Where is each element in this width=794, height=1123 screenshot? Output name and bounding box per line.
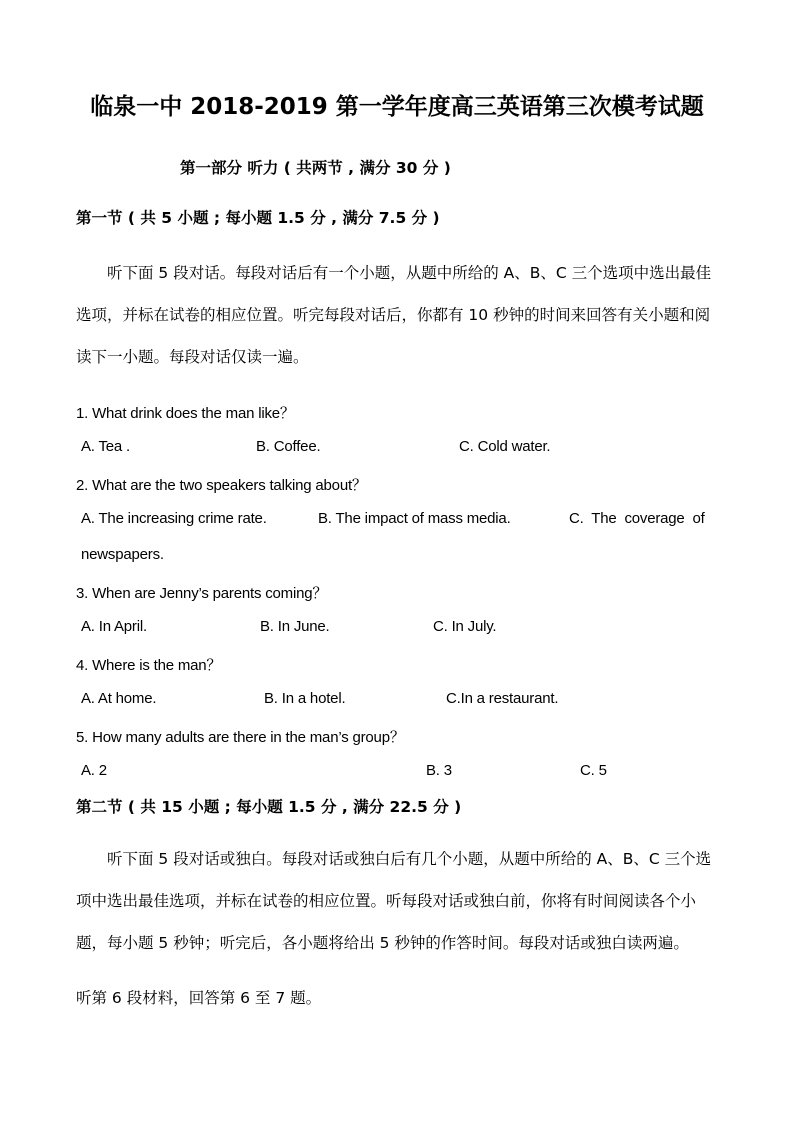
section2-instructions [76, 838, 724, 964]
question-5-option-c: C. 5 [580, 762, 607, 779]
question-1-stem: 1. What drink does the man like？ [76, 405, 295, 422]
question-4-option-a: A. At home. [81, 690, 157, 707]
question-3-option-b: B. In June. [260, 618, 330, 635]
section2-heading: 第二节 ( 共 15 小题 ; 每小题 1.5 分 , 满分 22.5 分 ) [76, 798, 462, 816]
question-3-option-a: A. In April. [81, 618, 147, 635]
question-2-stem: 2. What are the two speakers talking about？ [76, 477, 367, 494]
question-2-option-c: C. The coverage of [569, 510, 705, 527]
question-2-option-b: B. The impact of mass media. [318, 510, 511, 527]
question-1-option-a: A. Tea . [81, 438, 130, 455]
question-3-stem: 3. When are Jenny’s parents coming？ [76, 585, 328, 602]
question-2-option-c-continuation: newspapers. [81, 546, 164, 563]
section1-instructions [76, 252, 724, 378]
question-5-stem: 5. How many adults are there in the man’s group？ [76, 729, 405, 746]
section2-note: 听第 6 段材料，回答第 6 至 7 题。 [76, 989, 322, 1007]
section1-instructions-text: 听下面 5 段对话。每段对话后有一个小题，从题中所给的 A、B、C 三个选项中选出最佳选项，并标在试卷的相应位置。听完每段对话后，你都有 10 秒钟的时间来回答有关小题和阅读下一小题。每段对话仅读一遍。 [76, 264, 712, 366]
part-heading: 第一部分 听力 ( 共两节 , 满分 30 分 ) [180, 159, 451, 177]
question-2-option-a: A. The increasing crime rate. [81, 510, 267, 527]
question-4-stem: 4. Where is the man？ [76, 657, 222, 674]
question-3-option-c: C. In July. [433, 618, 497, 635]
question-1-option-b: B. Coffee. [256, 438, 321, 455]
section1-heading: 第一节 ( 共 5 小题 ; 每小题 1.5 分 , 满分 7.5 分 ) [76, 209, 440, 227]
question-4-option-b: B. In a hotel. [264, 690, 346, 707]
section2-instructions-text: 听下面 5 段对话或独白。每段对话或独白后有几个小题，从题中所给的 A、B、C 三个选项中选出最佳选项，并标在试卷的相应位置。听每段对话或独白前，你将有时间阅读各个小题，每小题 5 秒钟；听完后，各小题将给出 5 秒钟的作答时间。每段对话或独白读两遍。 [76, 850, 712, 952]
question-5-option-a: A. 2 [81, 762, 107, 779]
question-4-option-c: C.In a restaurant. [446, 690, 559, 707]
question-1-option-c: C. Cold water. [459, 438, 551, 455]
question-5-option-b: B. 3 [426, 762, 452, 779]
exam-title: 临泉一中 2018-2019 第一学年度高三英语第三次模考试题 [90, 94, 704, 120]
